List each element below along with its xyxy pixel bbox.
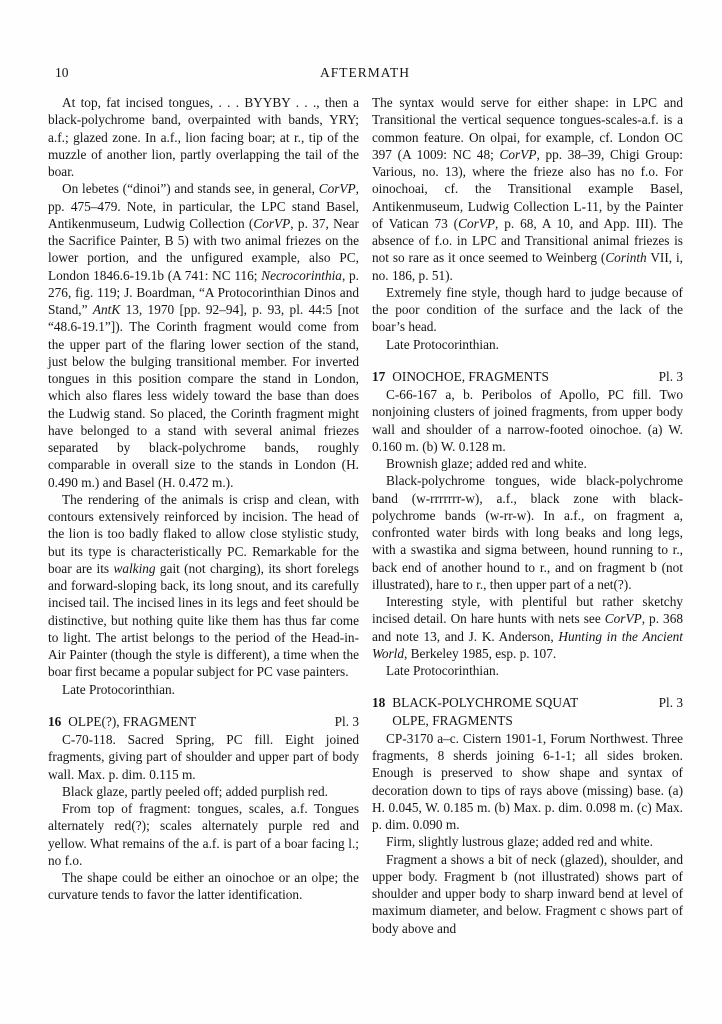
paragraph xyxy=(372,833,683,850)
text-run: Firm, slightly lustrous glaze; added red and white. xyxy=(386,834,653,850)
italic-text: CorVP xyxy=(458,215,496,231)
paragraph xyxy=(372,730,683,834)
plate-reference: Pl. 3 xyxy=(658,368,683,384)
italic-text: CorVP xyxy=(499,146,537,162)
text-run: , p. 276, fig. 119; J. Boardman, “A Protocorinthian Dinos and Stand,” xyxy=(48,267,359,317)
plate-reference: Pl. 3 xyxy=(658,695,683,711)
paragraph xyxy=(372,336,683,353)
italic-text: AntK xyxy=(92,302,121,317)
text-run: , p. 68, A 10, and App. III). The absence of f.o. in LPC and Transitional animal friezes is not so rare as it once seemed to Weinberg ( xyxy=(372,215,683,266)
italic-text: walking xyxy=(113,560,156,576)
text-run: gait (not charging), its short forelegs and forward-sloping back, its long snout, and its carefully incised tail. The incised lines in its legs and feet should be distinctive, but nothing quite like them has thus far come to light. The artist belongs to the period of the Head-in-Air Painter (though the style is different), a time when the boar first became a popular subject for PC vase painters. xyxy=(48,560,359,680)
text-run: , p. 368 and note 13, and J. K. Anderson, xyxy=(372,611,683,644)
paragraph xyxy=(372,662,683,679)
paragraph xyxy=(48,731,359,783)
paragraph xyxy=(372,386,683,455)
paragraph xyxy=(372,94,683,284)
entry-heading xyxy=(372,368,683,385)
text-run: , Berkeley 1985, esp. p. 107. xyxy=(404,645,557,661)
text-run: Black glaze, partly peeled off; added purplish red. xyxy=(62,783,328,799)
italic-text: Necrocorinthia xyxy=(261,267,342,283)
entry-title-line: OLPE(?), FRAGMENT xyxy=(68,713,197,729)
italic-text: CorVP xyxy=(318,181,356,197)
text-run: Late Protocorinthian. xyxy=(62,681,175,697)
paragraph xyxy=(48,869,359,904)
text-run: Late Protocorinthian. xyxy=(386,336,499,352)
paragraph xyxy=(48,180,359,491)
italic-text: Hunting in the Ancient World xyxy=(372,628,683,661)
text-run: Brownish glaze; added red and white. xyxy=(386,456,587,471)
entry-title xyxy=(68,713,196,730)
text-run: , p. 37, Near the Sacrifice Painter, B 5) with two animal friezes on the lower portion, and the unfigured example, also PC, London 1846.6-19.1b (A 741: NC 116; xyxy=(48,215,359,283)
entry-heading xyxy=(372,694,683,729)
text-run: On lebetes (“dinoi”) and stands see, in general, xyxy=(62,181,319,197)
text-run: Extremely fine style, though hard to judge because of the poor condition of the surface and the lack of the boar’s head. xyxy=(372,284,683,335)
paragraph xyxy=(48,491,359,681)
text-run: VII, i, no. 186, p. 51). xyxy=(372,250,683,283)
right-column xyxy=(372,94,683,937)
text-run: The rendering of the animals is crisp and clean, with contours extensively reinforced by incision. The head of the lion is too badly flaked to allow close stylistic study, but its type is characteristically PC. Remarkable for the boar are its xyxy=(48,491,359,576)
entry-number: 17 xyxy=(372,368,386,384)
entry-title-line: OINOCHOE, FRAGMENTS xyxy=(392,368,549,384)
paragraph xyxy=(48,800,359,869)
paragraph xyxy=(48,94,359,180)
paragraph xyxy=(372,593,683,662)
text-run: Interesting style, with plentiful but rather sketchy incised detail. On hare hunts with nets see xyxy=(372,594,683,627)
paragraph xyxy=(48,783,359,800)
italic-text: CorVP xyxy=(604,611,642,627)
paragraph xyxy=(48,681,359,698)
text-run: Fragment a shows a bit of neck (glazed), shoulder, and upper body. Fragment b (not illustrated) shows part of shoulder and upper body to sharp inward bend at level of maximum diameter, and below. Fragment c shows part of body above and xyxy=(372,851,683,936)
entry-title-line: OLPE, FRAGMENTS xyxy=(392,712,513,728)
entry-number: 18 xyxy=(372,695,386,711)
italic-text: Corinth xyxy=(605,250,647,266)
text-run: , pp. 38–39, Chigi Group: Various, no. 13), where the frieze also has no f.o. For oinochoai, cf. the Transitional example Basel, Antikenmuseum, Ludwig Collection L-11, by the Painter of Vatican 73 ( xyxy=(372,146,683,231)
italic-text: CorVP xyxy=(253,215,291,231)
paragraph xyxy=(372,851,683,937)
entry-number: 16 xyxy=(48,713,62,729)
plate-reference: Pl. 3 xyxy=(334,713,359,729)
entry-title xyxy=(392,694,578,729)
paragraph xyxy=(372,455,683,472)
left-column xyxy=(48,94,359,904)
text-run: From top of fragment: tongues, scales, a.f. Tongues alternately red(?); scales alternately purple red and yellow. What remains of the a.f. is part of a boar facing l.; no f.o. xyxy=(48,801,359,868)
text-run: Black-polychrome tongues, wide black-polychrome band (w-rrrrrrr-w), a.f., black zone with black-polychrome bands (w-rr-w). In a.f., on fragment a, confronted water birds with long beaks and long legs, with a swastika and sigma between, hound running to r., back end of another hound to r., and on fragment b (not illustrated), hare to r., then upper part of a net(?). xyxy=(372,473,683,592)
text-run: Late Protocorinthian. xyxy=(386,663,499,678)
text-run: The syntax would serve for either shape: in LPC and Transitional the vertical sequence tongues-scales-a.f. is a common feature. On olpai, for example, cf. London OC 397 (A 1009: NC 48; xyxy=(372,95,683,162)
entry-heading xyxy=(48,713,359,730)
running-head: AFTERMATH xyxy=(319,65,410,80)
entry-title-line: BLACK-POLYCHROME SQUAT xyxy=(392,695,579,711)
text-run: , pp. 475–479. Note, in particular, the LPC stand Basel, Antikenmuseum, Ludwig Collection ( xyxy=(48,181,359,231)
paragraph xyxy=(372,472,683,593)
text-run: C-66-167 a, b. Peribolos of Apollo, PC fill. Two nonjoining clusters of joined fragments, from upper body wall and shoulder of a narrow-footed oinochoe. (a) W. 0.160 m. (b) W. 0.128 m. xyxy=(372,387,683,454)
text-run: At top, fat incised tongues, . . . BYYBY . . ., then a black-polychrome band, overpainted with bands, YRY; a.f.; glazed zone. In a.f., lion facing boar; at r., tip of the muzzle of another lion, partly overlapping the tail of the boar. xyxy=(48,95,359,179)
text-run: 13, 1970 [pp. 92–94], p. 93, pl. 44:5 [not “48.6-19.1”]). The Corinth fragment would come from the upper part of the flaring lower section of the stand, just below the bulging transitional member. For inverted tongues in this position compare the stand in London, which also flares less widely toward the base than does the Ludwig stand. So placed, the Corinth fragment might have belonged to a stand with several animal friezes separated by black-polychrome bands, roughly comparable in overall size to the stands in London (H. 0.490 m.) and Basel (H. 0.472 m.). xyxy=(48,302,359,490)
page-number: 10 xyxy=(55,65,69,80)
text-run: CP-3170 a–c. Cistern 1901-1, Forum Northwest. Three fragments, 8 sherds joining 6-1-1; all sides broken. Enough is preserved to show shape and syntax of decoration down to tips of rays above (missing) base. (a) H. 0.045, W. 0.185 m. (b) Max. p. dim. 0.098 m. (c) Max. p. dim. 0.090 m. xyxy=(372,730,683,832)
text-run: The shape could be either an oinochoe or an olpe; the curvature tends to favor the latter identification. xyxy=(48,870,359,903)
text-run: C-70-118. Sacred Spring, PC fill. Eight joined fragments, giving part of shoulder and upper part of body wall. Max. p. dim. 0.115 m. xyxy=(48,732,359,782)
paragraph xyxy=(372,284,683,336)
entry-title xyxy=(392,368,549,385)
